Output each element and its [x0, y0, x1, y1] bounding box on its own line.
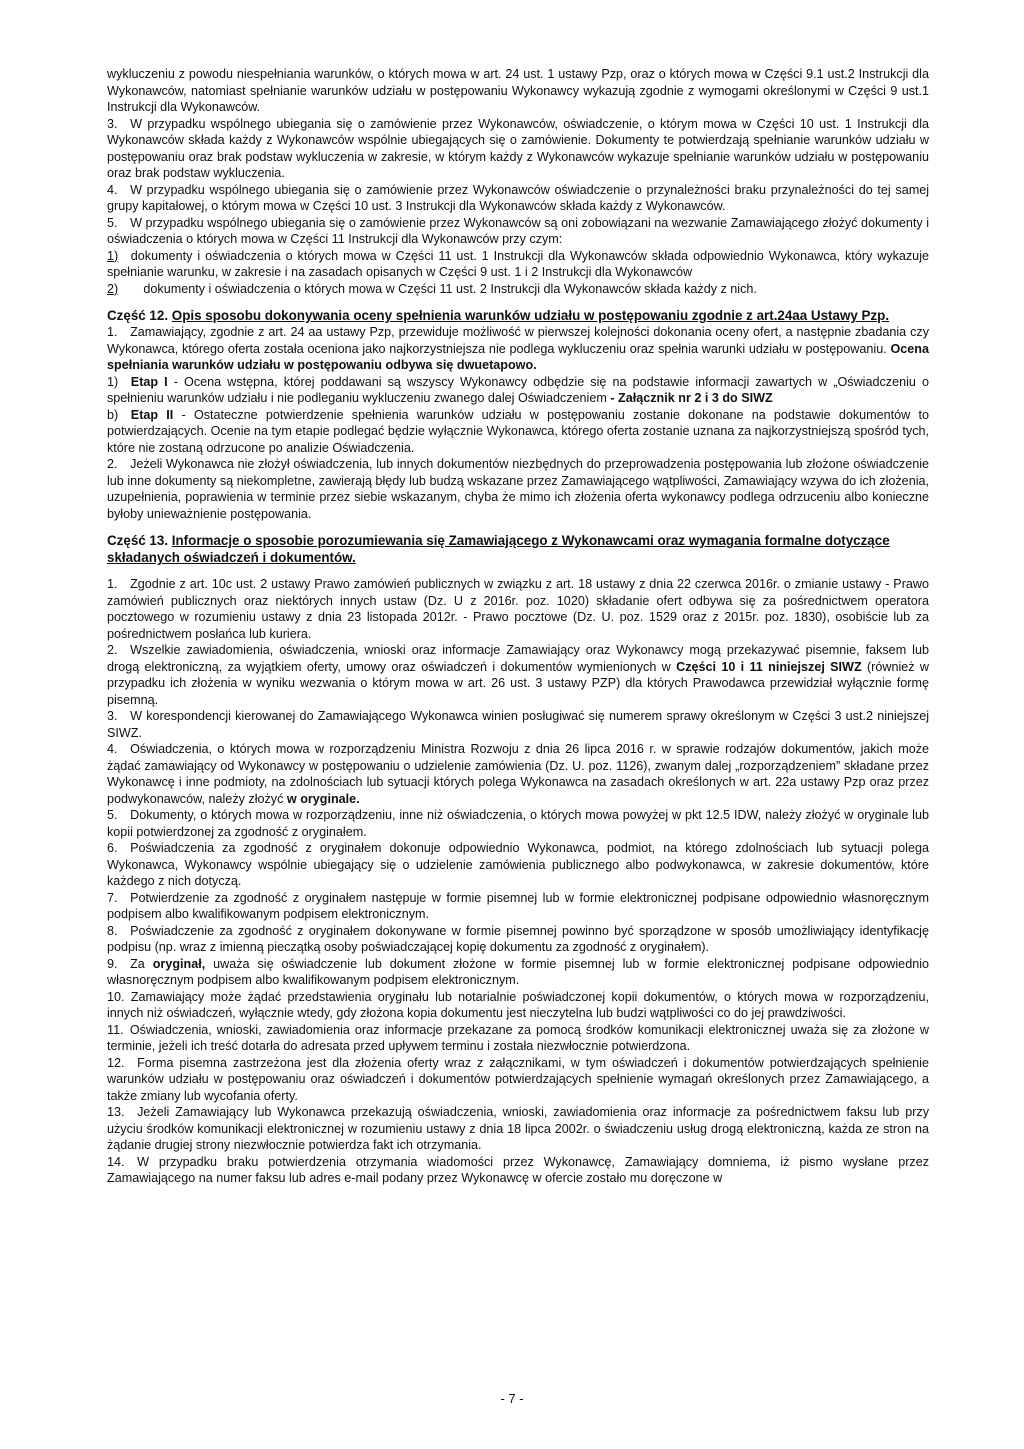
text-run: 1. Zamawiający, zgodnie z art. 24 aa ustawy Pzp, przewiduje możliwość w pierwszej kolejności dokonania oceny ofert, a następnie zbadania czy Wykonawca, którego oferta została oceniona jako najkorzystniejsza nie podlega wykluczeniu oraz spełnia warunki udziału w postępowaniu.: [107, 325, 929, 356]
paragraph: 14. W przypadku braku potwierdzenia otrzymania wiadomości przez Wykonawcę, Zamawiający domniema, iż pismo wysłane przez Zamawiającego na numer faksu lub adres e-mail podany przez Wykonawcę w ofercie zostało mu doręczone w: [107, 1154, 929, 1185]
paragraph: 4. W przypadku wspólnego ubiegania się o zamówienie przez Wykonawców oświadczenie o przynależności braku przynależności do tej samej grupy kapitałowej, o którym mowa w Części 10 ust. 3 Instrukcji dla Wykonawców składa każdy z Wykonawców.: [107, 182, 929, 213]
list-text: dokumenty i oświadczenia o których mowa w Części 11 ust. 1 Instrukcji dla Wykonawców składa odpowiednio Wykonawca, który wykazuje spełnianie warunku, w zakresie i na zasadach opisanych w Części 9 ust. 1 i 2 Instrukcji dla Wykonawców: [107, 248, 929, 279]
text-run: (również w przypadku ich złożenia w wyniku wezwania o którym mowa w art. 26 ust. 3 ustawy PZP) dla których Prawodawca przewidział wyłącznie formę pisemną.: [107, 659, 929, 707]
section-number: Część 13.: [107, 533, 169, 548]
section-12-heading: [107, 307, 929, 324]
list-item: [107, 281, 929, 298]
list-marker: 2): [107, 281, 119, 296]
text-run: 1): [107, 374, 131, 389]
bold-text: - Załącznik nr 2 i 3 do SIWZ: [610, 391, 773, 405]
list-marker: 1): [107, 248, 119, 263]
text-run: 9. Za: [107, 956, 153, 971]
bold-text: oryginał,: [152, 956, 206, 971]
paragraph: 6. Poświadczenia za zgodność z oryginałem dokonuje odpowiednio Wykonawca, podmiot, na którego zdolnościach lub sytuacji polega Wykonawca, Wykonawcy wspólnie ubiegający się o udzielenie zamówienia publicznego albo podwykonawca, w zakresie dokumentów, które każdego z nich dotyczą.: [107, 841, 929, 888]
text-run: - Ocena wstępna, której poddawani są wszyscy Wykonawcy odbędzie się na podstawie informacji zawartych w „Oświadczeniu o spełnieniu warunków udziału i nie podleganiu wykluczeniu zwanego dalej Oświadczeniem: [107, 374, 929, 405]
text-run: 2. Wszelkie zawiadomienia, oświadczenia, wnioski oraz informacje Zamawiający oraz Wykonawcy mogą przekazywać pisemnie, faksem lub drogą elektroniczną, za wyjątkiem oferty, umowy oraz oświadczeń i dokumentów wymienionych w: [107, 643, 929, 674]
paragraph: [107, 956, 929, 989]
paragraph: wykluczeniu z powodu niespełniania warunków, o których mowa w art. 24 ust. 1 ustawy Pzp, oraz o których mowa w Części 9.1 ust.2 Instrukcji dla Wykonawców, natomiast spełnianie warunków udziału w postępowaniu Wykonawcy wykazują zgodnie z wymogami określonymi w Części 9 ust.1 Instrukcji dla Wykonawców.: [107, 67, 929, 114]
paragraph: 8. Poświadczenie za zgodność z oryginałem dokonywane w formie pisemnej powinno być sporządzone w sposób umożliwiający identyfikację podpisu (np. wraz z imienną pieczątką osoby poświadczającej kopię dokumentu za zgodność z oryginałem).: [107, 923, 929, 954]
list-text: dokumenty i oświadczenia o których mowa w Części 11 ust. 2 Instrukcji dla Wykonawców składa każdy z nich.: [118, 281, 757, 296]
paragraph: [107, 374, 929, 407]
paragraph: 3. W korespondencji kierowanej do Zamawiającego Wykonawca winien posługiwać się numerem sprawy określonym w Części 3 ust.2 niniejszej SIWZ.: [107, 709, 929, 740]
bold-text: Etap II: [130, 407, 174, 422]
paragraph: 3. W przypadku wspólnego ubiegania się o zamówienie przez Wykonawców, oświadczenie, o którym mowa w Części 10 ust. 1 Instrukcji dla Wykonawców składa każdy z Wykonawców wspólnie ubiegających się o zamówienie. Dokumenty te potwierdzają spełnianie warunków udziału w postępowaniu oraz brak podstaw wykluczenia w zakresie, w którym każdy z Wykonawców wykazuje spełnianie warunków udziału w postępowaniu oraz brak podstaw wykluczenia.: [107, 116, 929, 180]
bold-text: Etap I: [130, 374, 168, 389]
text-run: 4. Oświadczenia, o których mowa w rozporządzeniu Ministra Rozwoju z dnia 26 lipca 2016 r. w sprawie rodzajów dokumentów, jakich może żądać zamawiający od Wykonawcy w postępowaniu o udzielenie zamówienia (Dz. U. poz. 1126), zwanym dalej „rozporządzeniem” składane przez Wykonawcę i inne podmioty, na zdolnościach lub sytuacji których polega Wykonawca na zasadach określonych w art. 22a ustawy Pzp oraz przez podwykonawców, należy złożyć: [107, 742, 929, 806]
section-title: Opis sposobu dokonywania oceny spełnienia warunków udziału w postępowaniu zgodnie z art.24aa Ustawy Pzp.: [171, 308, 890, 323]
paragraph: [107, 324, 929, 374]
bold-text: w oryginale.: [286, 791, 360, 806]
paragraph: 7. Potwierdzenie za zgodność z oryginałem następuje w formie pisemnej lub w formie elektronicznej podpisane odpowiednio własnoręcznym podpisem albo kwalifikowanym podpisem elektronicznym.: [107, 890, 929, 921]
paragraph: 5. W przypadku wspólnego ubiegania się o zamówienie przez Wykonawców są oni zobowiązani na wezwanie Zamawiającego złożyć dokumenty i oświadczenia o których mowa w Części 11 Instrukcji dla Wykonawców przy czym:: [107, 215, 929, 246]
paragraph: 11. Oświadczenia, wnioski, zawiadomienia oraz informacje przekazane za pomocą środków komunikacji elektronicznej uważa się za złożone w terminie, jeżeli ich treść dotarła do adresata przed upływem terminu i została niezwłocznie potwierdzona.: [107, 1022, 929, 1053]
paragraph: [107, 407, 929, 457]
paragraph: 12. Forma pisemna zastrzeżona jest dla złożenia oferty wraz z załącznikami, w tym oświadczeń i dokumentów potwierdzających spełnienie warunków udziału w postępowaniu oraz oświadczeń i dokumentów potwierdzających spełnienie wymagań określonych przez Zamawiającego, a także zmiany lub wycofania oferty.: [107, 1055, 929, 1103]
paragraph: 10. Zamawiający może żądać przedstawienia oryginału lub notarialnie poświadczonej kopii dokumentów, o których mowa w rozporządzeniu, innych niż oświadczeń, wyłącznie wtedy, gdy złożona kopia dokumentu jest nieczytelna lub budzi wątpliwości co do jej prawdziwości.: [107, 989, 929, 1020]
list-item: [107, 248, 929, 281]
text-run: b): [107, 407, 131, 422]
paragraph: [107, 642, 929, 708]
document-page: [107, 66, 929, 1187]
section-number: Część 12.: [107, 308, 169, 323]
paragraph: 13. Jeżeli Zamawiający lub Wykonawca przekazują oświadczenia, wnioski, zawiadomienia oraz informacje za pośrednictwem faksu lub przy użyciu środków komunikacji elektronicznej w rozumieniu ustawy z dnia 18 lipca 2002r. o świadczeniu usług drogą elektroniczną, każda ze stron na żądanie drugiej strony niezwłocznie potwierdza fakt ich otrzymania.: [107, 1105, 929, 1152]
bold-text: Ocena spełniania warunków udziału w postępowaniu odbywa się dwuetapowo.: [107, 341, 929, 372]
paragraph: 2. Jeżeli Wykonawca nie złożył oświadczenia, lub innych dokumentów niezbędnych do przeprowadzenia postępowania lub złożone oświadczenie lub inne dokumenty są niekompletne, zawierają błędy lub budzą wskazane przez Zamawiającego wątpliwości, Zamawiający wzywa do ich złożenia, uzupełnienia, poprawienia w terminie przez siebie wskazanym, chyba że mimo ich złożenia oferta wykonawcy podlega odrzuceniu albo konieczne byłoby unieważnienie postępowania.: [107, 457, 929, 521]
bold-text: Części 10 i 11 niniejszej SIWZ: [676, 659, 862, 674]
page-number: - 7 -: [500, 1391, 524, 1406]
text-run: - Ostateczne potwierdzenie spełnienia warunków udziału w postępowaniu zostanie dokonane na podstawie dokumentów to potwierdzających. Ocenie na tym etapie podlegać będzie wyłącznie Wykonawca, którego oferta zostanie uznana za najkorzystniejszą spośród tych, które nie zostaną odrzucone po analizie Oświadczenia.: [107, 407, 929, 455]
section-13-heading: [107, 532, 929, 566]
text-run: uważa się oświadczenie lub dokument złożone w formie pisemnej lub w formie elektronicznej podpisane odpowiednio własnoręcznym podpisem albo kwalifikowanym podpisem elektronicznym.: [107, 956, 929, 987]
paragraph: 1. Zgodnie z art. 10c ust. 2 ustawy Prawo zamówień publicznych w związku z art. 18 ustawy z dnia 22 czerwca 2016r. o zmianie ustawy - Prawo zamówień publicznych oraz niektórych innych ustaw (Dz. U z 2016r. poz. 1020) składanie ofert odbywa się za pośrednictwem operatora pocztowego w rozumieniu ustawy z dnia 23 listopada 2012r. - Prawo pocztowe (Dz. U. poz. 1529 oraz z 2015r. poz. 1830), osobiście lub za pośrednictwem posłańca lub kuriera.: [107, 577, 929, 641]
section-title: Informacje o sposobie porozumiewania się Zamawiającego z Wykonawcami oraz wymagania formalne dotyczące składanych oświadczeń i dokumentów.: [107, 533, 890, 565]
paragraph: [107, 741, 929, 807]
paragraph: 5. Dokumenty, o których mowa w rozporządzeniu, inne niż oświadczenia, o których mowa powyżej w pkt 12.5 IDW, należy złożyć w oryginale lub kopii potwierdzonej za zgodność z oryginałem.: [107, 808, 929, 839]
